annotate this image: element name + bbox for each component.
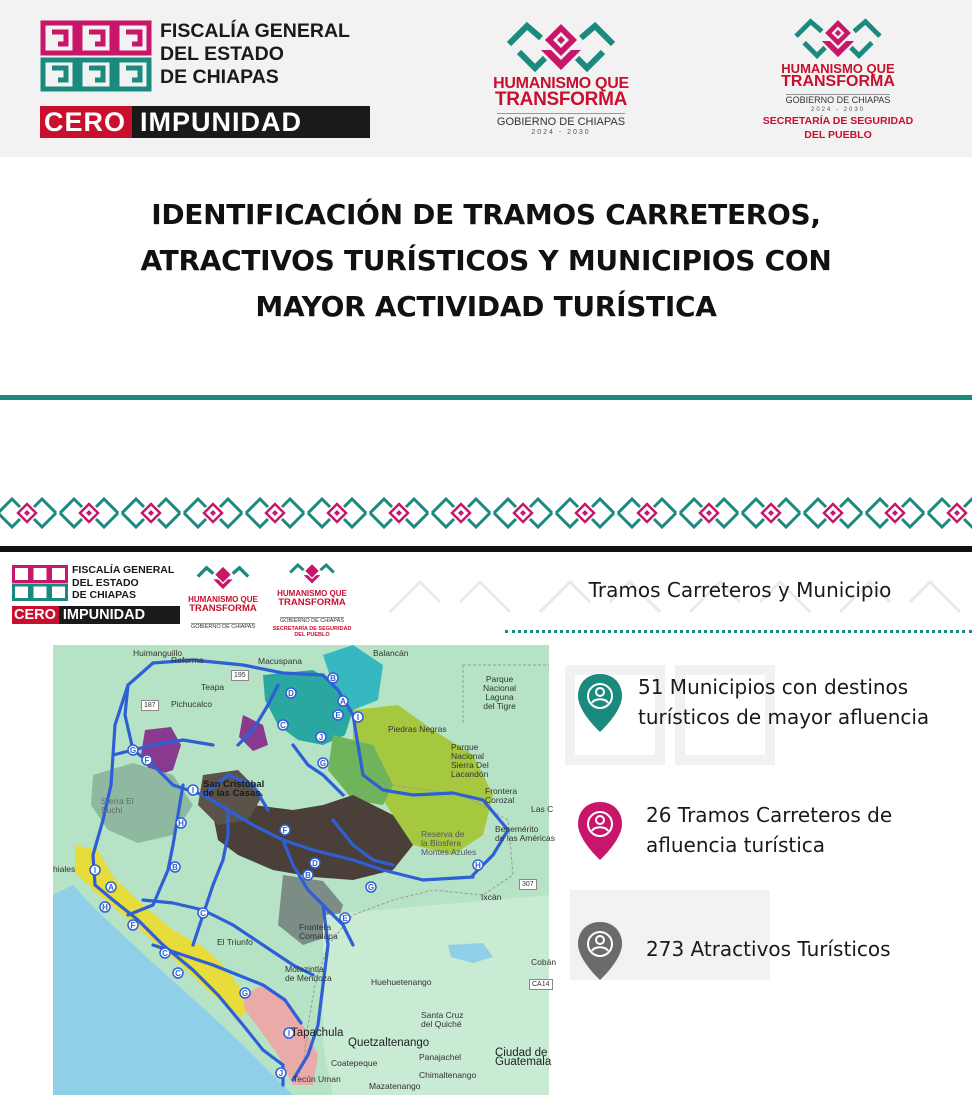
title-line1: IDENTIFICACIÓN DE TRAMOS CARRETEROS, bbox=[151, 198, 821, 231]
slogan-impunidad: IMPUNIDAD bbox=[140, 106, 303, 137]
slogan-cero: CERO bbox=[40, 106, 132, 138]
fiscalia-line1: FISCALÍA GENERAL bbox=[160, 20, 350, 42]
slogan-cero-small: CERO bbox=[12, 606, 59, 624]
svg-text:F: F bbox=[130, 921, 136, 930]
map-label-santa-cruz-del-quiche: Santa Cruz del Quiché bbox=[421, 1010, 464, 1029]
svg-text:D: D bbox=[288, 689, 294, 698]
stat-municipios-line2: turísticos de mayor afluencia bbox=[638, 705, 930, 729]
ssp-sec2-small: DEL PUEBLO bbox=[294, 632, 330, 638]
ssp-gobierno-small: GOBIERNO DE CHIAPAS bbox=[279, 618, 345, 624]
svg-text:H: H bbox=[475, 861, 481, 870]
svg-text:B: B bbox=[305, 871, 311, 880]
stat-municipios-text bbox=[638, 672, 929, 732]
map-label-huimanguillo: Huimanguillo bbox=[133, 648, 183, 658]
ssp-secretaria-line1: SECRETARÍA DE SEGURIDAD bbox=[762, 115, 914, 127]
hqt-line1-small: HUMANISMO QUE bbox=[188, 595, 258, 604]
svg-text:E: E bbox=[335, 711, 341, 720]
svg-text:I: I bbox=[287, 1029, 291, 1038]
map-label-panajachel: Panajachel bbox=[419, 1052, 462, 1062]
seguridad-pueblo-logo-small bbox=[270, 560, 354, 638]
gobierno-years: 2024 - 2030 bbox=[531, 129, 591, 136]
map-label-el-triunfo: El Triunfo bbox=[217, 937, 253, 947]
svg-text:H: H bbox=[178, 819, 184, 828]
map-label-tapachula: Tapachula bbox=[291, 1027, 344, 1039]
slogan-impunidad-small: IMPUNIDAD bbox=[62, 607, 146, 623]
map-label-ciudad-de-guatemala: Ciudad de Guatemala bbox=[495, 1047, 552, 1068]
title-line2: ATRACTIVOS TURÍSTICOS Y MUNICIPIOS CON bbox=[140, 244, 832, 277]
hands-emblem-icon bbox=[788, 12, 888, 62]
fiscalia-line2: DEL ESTADO bbox=[160, 43, 284, 65]
svg-text:C: C bbox=[280, 721, 286, 730]
map-label-reforma: Reforma bbox=[171, 655, 204, 665]
gobierno-chiapas-logo bbox=[486, 14, 636, 146]
map-label-teapa: Teapa bbox=[201, 682, 225, 692]
section-title: Tramos Carreteros y Municipio bbox=[588, 578, 892, 602]
stat-atractivos-text bbox=[646, 934, 891, 964]
cero-impunidad-banner-small bbox=[12, 606, 180, 624]
map-label-mazatenango: Mazatenango bbox=[369, 1081, 421, 1091]
road-shield-187: 187 bbox=[141, 700, 159, 711]
map-label-san-cristobal: San Cristóbal de las Casas bbox=[203, 779, 265, 799]
ssp-line2: TRANSFORMA bbox=[781, 73, 895, 90]
page-title bbox=[0, 192, 972, 330]
svg-text:J: J bbox=[318, 733, 324, 742]
stat-municipios-line1: 51 Municipios con destinos bbox=[638, 675, 909, 699]
svg-text:G: G bbox=[129, 746, 137, 755]
svg-text:G: G bbox=[319, 759, 327, 768]
gobierno-chiapas-text: GOBIERNO DE CHIAPAS bbox=[497, 113, 625, 128]
ssp-secretaria-line2: DEL PUEBLO bbox=[804, 129, 872, 141]
svg-text:F: F bbox=[144, 756, 150, 765]
ssp-line1-small: HUMANISMO QUE bbox=[277, 589, 347, 598]
map-label-parque-laguna-del-tigre: Parque Nacional Laguna del Tigre bbox=[483, 674, 517, 711]
road-shield-195: 195 bbox=[231, 670, 249, 681]
svg-text:J: J bbox=[278, 1069, 284, 1078]
map-label-balancan: Balancán bbox=[373, 648, 409, 658]
road-shield-307: 307 bbox=[519, 879, 537, 890]
title-line3: MAYOR ACTIVIDAD TURÍSTICA bbox=[255, 290, 717, 323]
map-label-coatepeque: Coatepeque bbox=[331, 1058, 378, 1068]
svg-text:I: I bbox=[356, 713, 360, 722]
stat-tramos-line1: 26 Tramos Carreteros de bbox=[646, 803, 893, 827]
road-shield-ca14: CA14 bbox=[529, 979, 553, 990]
fiscalia-logo bbox=[40, 20, 372, 138]
svg-text:F: F bbox=[282, 826, 288, 835]
location-pin-person-icon bbox=[576, 672, 624, 734]
fiscalia-logo-small bbox=[12, 564, 182, 626]
map-label-benemerito: Benemérito de las Américas bbox=[495, 824, 555, 843]
ssp-gobierno-text: GOBIERNO DE CHIAPAS bbox=[785, 95, 891, 105]
svg-text:D: D bbox=[312, 859, 318, 868]
stat-municipios bbox=[576, 672, 929, 734]
map-label-pichucalco: Pichucalco bbox=[171, 699, 213, 709]
ssp-line2-small: TRANSFORMA bbox=[278, 596, 346, 608]
svg-text:B: B bbox=[330, 674, 336, 683]
title-divider bbox=[0, 395, 972, 400]
svg-text:G: G bbox=[241, 989, 249, 998]
map-label-frontera-corozal: Frontera Corozal bbox=[485, 786, 518, 805]
map-label-parque-sierra-del-lacandon: Parque Nacional Sierra Del Lacandón bbox=[451, 742, 489, 779]
svg-text:A: A bbox=[340, 697, 346, 706]
map-label-las-cruces: Las C bbox=[531, 804, 554, 814]
map-label-tecun-uman: Tecún Uman bbox=[293, 1074, 341, 1084]
hands-emblem-icon bbox=[501, 14, 621, 76]
svg-text:A: A bbox=[108, 883, 114, 892]
map-label-reserva-montes-azules: Reserva de la Biosfera Montes Azules bbox=[421, 829, 477, 857]
map-label-macuspana: Macuspana bbox=[258, 656, 302, 666]
fiscalia-glyph-icon bbox=[40, 20, 152, 92]
decorative-pattern-band bbox=[0, 484, 972, 542]
fiscalia-name bbox=[160, 20, 350, 89]
section-title-underline bbox=[505, 630, 972, 635]
cero-impunidad-banner bbox=[40, 106, 370, 138]
hands-emblem-icon bbox=[193, 562, 253, 592]
ssp-line1: HUMANISMO QUE bbox=[781, 61, 895, 76]
map-label-motozintla: Motozintla de Mendoza bbox=[285, 964, 332, 983]
fiscalia-glyph-icon bbox=[12, 564, 68, 602]
fiscalia-line2-small: DEL ESTADO bbox=[72, 576, 139, 589]
fiscalia-line3: DE CHIAPAS bbox=[160, 66, 279, 88]
map-label-piedras-negras: Piedras Negras bbox=[388, 724, 447, 734]
svg-text:C: C bbox=[162, 949, 168, 958]
map-label-chimaltenango: Chimaltenango bbox=[419, 1070, 477, 1080]
hands-emblem-icon bbox=[284, 560, 340, 586]
hqt-line2: TRANSFORMA bbox=[494, 89, 628, 110]
svg-text:B: B bbox=[172, 863, 178, 872]
fiscalia-name-small bbox=[72, 564, 174, 602]
fiscalia-line3-small: DE CHIAPAS bbox=[72, 589, 136, 601]
location-pin-person-icon bbox=[576, 800, 624, 862]
map-label-coastal: hiales bbox=[53, 864, 76, 874]
location-pin-person-icon bbox=[576, 920, 624, 982]
map-label-ixcan: Ixcán bbox=[481, 892, 502, 902]
svg-text:I: I bbox=[191, 786, 195, 795]
ssp-sec1-small: SECRETARÍA DE SEGURIDAD bbox=[272, 626, 352, 632]
svg-text:G: G bbox=[367, 883, 375, 892]
map-label-huehuetenango: Huehuetenango bbox=[371, 977, 432, 987]
stat-tramos-line2: afluencia turística bbox=[646, 833, 826, 857]
stat-tramos-text bbox=[646, 800, 892, 860]
map-label-frontera-comalapa: Frontera Comalapa bbox=[299, 922, 338, 941]
svg-text:H: H bbox=[102, 903, 108, 912]
seguridad-pueblo-logo bbox=[752, 12, 924, 148]
stat-tramos bbox=[576, 800, 892, 862]
top-header bbox=[0, 0, 972, 157]
hqt-line1: HUMANISMO QUE bbox=[493, 75, 629, 92]
stat-atractivos-line1: 273 Atractivos Turísticos bbox=[646, 937, 891, 961]
svg-text:I: I bbox=[93, 866, 97, 875]
tourism-routes-map[interactable] bbox=[53, 645, 557, 1095]
gobierno-chiapas-logo-small bbox=[186, 562, 260, 632]
stat-atractivos bbox=[576, 920, 891, 982]
svg-text:C: C bbox=[200, 909, 206, 918]
svg-text:C: C bbox=[175, 969, 181, 978]
fiscalia-line1-small: FISCALÍA GENERAL bbox=[72, 564, 175, 576]
map-label-sierra: Sierra El Suchi bbox=[101, 796, 134, 815]
svg-text:E: E bbox=[342, 914, 348, 923]
ssp-years: 2024 - 2030 bbox=[810, 107, 866, 113]
gobierno-text-small: GOBIERNO DE CHIAPAS bbox=[190, 624, 256, 630]
hqt-line2-small: TRANSFORMA bbox=[189, 602, 257, 614]
map-label-coban: Cobán bbox=[531, 957, 557, 967]
map-label-quetzaltenango: Quetzaltenango bbox=[348, 1037, 430, 1049]
